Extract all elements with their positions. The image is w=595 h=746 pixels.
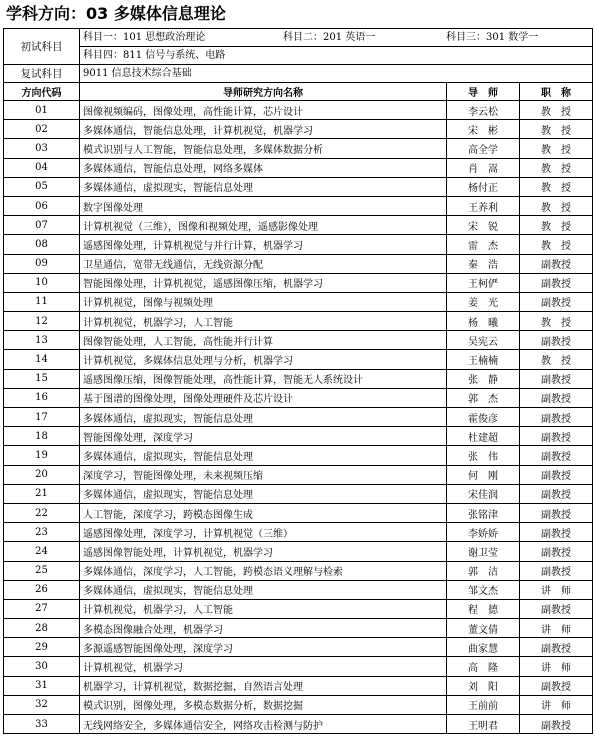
direction-code: 13 xyxy=(4,331,80,350)
research-direction: 遥感图像处理，深度学习，计算机视觉（三维） xyxy=(80,523,447,542)
table-row xyxy=(4,312,593,331)
research-direction: 多媒体通信，虚拟现实，智能信息处理 xyxy=(80,408,447,427)
direction-code: 02 xyxy=(4,120,80,139)
research-direction: 多媒体通信，虚拟现实，智能信息处理 xyxy=(80,484,447,503)
advisor-title: 副教授 xyxy=(520,523,593,542)
table-row xyxy=(4,542,593,561)
table-row xyxy=(4,388,593,407)
header-teacher: 导 师 xyxy=(447,83,520,101)
research-direction: 模式识别，图像处理，多模态数据分析，数据挖掘 xyxy=(80,695,447,714)
advisor-name: 杨 曦 xyxy=(447,312,520,331)
research-direction: 图像智能处理，人工智能，高性能并行计算 xyxy=(80,331,447,350)
research-direction: 多媒体通信，虚拟现实，智能信息处理 xyxy=(80,446,447,465)
research-direction: 计算机视觉，机器学习，人工智能 xyxy=(80,599,447,618)
advisor-name: 吴宪云 xyxy=(447,331,520,350)
advisor-title: 副教授 xyxy=(520,503,593,522)
advisor-title: 教 授 xyxy=(520,216,593,235)
direction-code: 05 xyxy=(4,177,80,196)
advisor-name: 王养利 xyxy=(447,196,520,215)
advisor-title: 副教授 xyxy=(520,484,593,503)
table-row xyxy=(4,196,593,215)
research-direction: 多模态图像融合处理，机器学习 xyxy=(80,619,447,638)
subject-4: 科目四：811 信号与系统、电路 xyxy=(83,50,226,61)
advisor-name: 宋 锐 xyxy=(447,216,520,235)
advisor-name: 曲家慧 xyxy=(447,638,520,657)
direction-code: 27 xyxy=(4,599,80,618)
table-row xyxy=(4,561,593,580)
research-direction: 卫星通信，宽带无线通信，无线资源分配 xyxy=(80,254,447,273)
direction-code: 33 xyxy=(4,715,80,734)
page-title: 学科方向：03 多媒体信息理论 xyxy=(6,4,226,23)
advisor-title: 副教授 xyxy=(520,676,593,695)
subject-1: 科目一：101 思想政治理论 xyxy=(83,32,206,43)
table-row xyxy=(4,638,593,657)
advisor-title: 副教授 xyxy=(520,292,593,311)
table-row xyxy=(4,158,593,177)
direction-code: 29 xyxy=(4,638,80,657)
advisor-name: 肖 嵩 xyxy=(447,158,520,177)
table-row xyxy=(4,427,593,446)
direction-code: 21 xyxy=(4,484,80,503)
advisor-name: 高 隆 xyxy=(447,657,520,676)
direction-code: 19 xyxy=(4,446,80,465)
subject-3: 科目三：301 数学一 xyxy=(446,32,539,43)
direction-code: 30 xyxy=(4,657,80,676)
table-row xyxy=(4,177,593,196)
advisor-name: 李娇娇 xyxy=(447,523,520,542)
direction-code: 32 xyxy=(4,695,80,714)
table-row xyxy=(4,657,593,676)
research-direction: 智能图像处理，计算机视觉，遥感图像压缩，机器学习 xyxy=(80,273,447,292)
preliminary-label: 初试科目 xyxy=(4,29,80,65)
advisor-name: 张 伟 xyxy=(447,446,520,465)
research-direction: 计算机视觉，机器学习，人工智能 xyxy=(80,312,447,331)
advisor-name: 王楠楠 xyxy=(447,350,520,369)
advisor-name: 秦 浩 xyxy=(447,254,520,273)
advisor-title: 教 授 xyxy=(520,139,593,158)
header-direction: 导师研究方向名称 xyxy=(80,83,447,101)
advisor-name: 杨付正 xyxy=(447,177,520,196)
research-direction: 多源遥感智能图像处理，深度学习 xyxy=(80,638,447,657)
table-row xyxy=(4,273,593,292)
advisor-name: 宋佳润 xyxy=(447,484,520,503)
table-header xyxy=(4,83,593,101)
advisor-title: 讲 师 xyxy=(520,619,593,638)
advisor-title: 副教授 xyxy=(520,465,593,484)
direction-code: 20 xyxy=(4,465,80,484)
direction-code: 07 xyxy=(4,216,80,235)
advisor-title: 教 授 xyxy=(520,312,593,331)
advisor-name: 张 静 xyxy=(447,369,520,388)
research-direction: 基于图谱的图像处理，图像处理硬件及芯片设计 xyxy=(80,388,447,407)
table-row xyxy=(4,216,593,235)
table-row xyxy=(4,331,593,350)
table-row xyxy=(4,619,593,638)
retest-row xyxy=(4,65,593,83)
table-row xyxy=(4,101,593,120)
advisor-name: 董文倩 xyxy=(447,619,520,638)
direction-code: 26 xyxy=(4,580,80,599)
advisor-title: 教 授 xyxy=(520,350,593,369)
advisor-title: 副教授 xyxy=(520,561,593,580)
direction-code: 16 xyxy=(4,388,80,407)
research-direction: 数字图像处理 xyxy=(80,196,447,215)
advisor-name: 郭 杰 xyxy=(447,388,520,407)
research-direction: 模式识别与人工智能，智能信息处理，多媒体数据分析 xyxy=(80,139,447,158)
research-direction: 遥感图像压缩，图像智能处理，高性能计算，智能无人系统设计 xyxy=(80,369,447,388)
table-row xyxy=(4,465,593,484)
direction-code: 08 xyxy=(4,235,80,254)
table-row xyxy=(4,446,593,465)
advisor-title: 副教授 xyxy=(520,638,593,657)
direction-code: 28 xyxy=(4,619,80,638)
advisor-title: 讲 师 xyxy=(520,657,593,676)
table-row xyxy=(4,408,593,427)
advisor-title: 教 授 xyxy=(520,120,593,139)
direction-code: 22 xyxy=(4,503,80,522)
table-row xyxy=(4,523,593,542)
advisor-name: 张铭津 xyxy=(447,503,520,522)
research-direction: 计算机视觉（三维），图像和视频处理，遥感影像处理 xyxy=(80,216,447,235)
direction-rows xyxy=(4,101,593,734)
direction-code: 12 xyxy=(4,312,80,331)
advisor-title: 教 授 xyxy=(520,101,593,120)
direction-code: 09 xyxy=(4,254,80,273)
table-row xyxy=(4,120,593,139)
direction-code: 04 xyxy=(4,158,80,177)
table-row xyxy=(4,580,593,599)
table-row xyxy=(4,599,593,618)
advisor-name: 高全学 xyxy=(447,139,520,158)
header-code: 方向代码 xyxy=(4,83,80,101)
preliminary-row xyxy=(4,29,593,47)
advisor-name: 姜 光 xyxy=(447,292,520,311)
direction-code: 25 xyxy=(4,561,80,580)
research-direction: 计算机视觉，多媒体信息处理与分析，机器学习 xyxy=(80,350,447,369)
direction-code: 06 xyxy=(4,196,80,215)
advisor-name: 李云松 xyxy=(447,101,520,120)
advisor-name: 王前前 xyxy=(447,695,520,714)
direction-code: 11 xyxy=(4,292,80,311)
advisor-name: 郭 洁 xyxy=(447,561,520,580)
advisor-title: 副教授 xyxy=(520,599,593,618)
retest-label: 复试科目 xyxy=(4,65,80,83)
advisor-title: 副教授 xyxy=(520,408,593,427)
research-direction: 多媒体通信，虚拟现实，智能信息处理 xyxy=(80,177,447,196)
advisor-name: 刘 阳 xyxy=(447,676,520,695)
direction-code: 01 xyxy=(4,101,80,120)
advisor-title: 副教授 xyxy=(520,427,593,446)
advisor-name: 雷 杰 xyxy=(447,235,520,254)
advisor-title: 副教授 xyxy=(520,542,593,561)
advisor-name: 何 刚 xyxy=(447,465,520,484)
advisor-title: 教 授 xyxy=(520,196,593,215)
advisor-title: 副教授 xyxy=(520,273,593,292)
table-row xyxy=(4,676,593,695)
advisor-title: 教 授 xyxy=(520,177,593,196)
direction-code: 23 xyxy=(4,523,80,542)
advisor-title: 教 授 xyxy=(520,158,593,177)
research-direction: 无线网络安全，多媒体通信安全，网络攻击检测与防护 xyxy=(80,715,447,734)
table-row xyxy=(4,139,593,158)
advisor-title: 副教授 xyxy=(520,331,593,350)
header-title: 职 称 xyxy=(520,83,593,101)
advisor-title: 讲 师 xyxy=(520,580,593,599)
research-direction: 遥感图像处理，计算机视觉与并行计算，机器学习 xyxy=(80,235,447,254)
advisor-title: 教 授 xyxy=(520,235,593,254)
research-direction: 多媒体通信，深度学习，人工智能，跨模态语义理解与检索 xyxy=(80,561,447,580)
direction-code: 17 xyxy=(4,408,80,427)
research-direction: 计算机视觉，机器学习 xyxy=(80,657,447,676)
direction-code: 18 xyxy=(4,427,80,446)
direction-code: 03 xyxy=(4,139,80,158)
direction-code: 31 xyxy=(4,676,80,695)
table-row xyxy=(4,292,593,311)
advisor-name: 程 德 xyxy=(447,599,520,618)
direction-code: 24 xyxy=(4,542,80,561)
table-row xyxy=(4,715,593,734)
research-direction: 图像视频编码，图像处理，高性能计算，芯片设计 xyxy=(80,101,447,120)
advisor-name: 王明君 xyxy=(447,715,520,734)
subject-2: 科目二：201 英语一 xyxy=(283,32,376,43)
direction-code: 10 xyxy=(4,273,80,292)
research-direction: 计算机视觉，图像与视频处理 xyxy=(80,292,447,311)
research-direction: 多媒体通信，智能信息处理，网络多媒体 xyxy=(80,158,447,177)
direction-code: 15 xyxy=(4,369,80,388)
table-row xyxy=(4,369,593,388)
table-row xyxy=(4,350,593,369)
table-row xyxy=(4,484,593,503)
advisor-name: 王柯俨 xyxy=(447,273,520,292)
table-row xyxy=(4,254,593,273)
advisor-name: 霍俊彦 xyxy=(447,408,520,427)
research-direction: 深度学习，智能图像处理，未来视频压缩 xyxy=(80,465,447,484)
research-direction: 人工智能，深度学习，跨模态图像生成 xyxy=(80,503,447,522)
research-direction: 遥感图像智能处理，计算机视觉，机器学习 xyxy=(80,542,447,561)
advisor-title: 副教授 xyxy=(520,369,593,388)
table-row xyxy=(4,695,593,714)
advisor-name: 邹文杰 xyxy=(447,580,520,599)
advisor-title: 副教授 xyxy=(520,254,593,273)
research-direction: 机器学习，计算机视觉，数据挖掘，自然语言处理 xyxy=(80,676,447,695)
advisor-name: 谢卫莹 xyxy=(447,542,520,561)
research-direction: 多媒体通信，虚拟现实，智能信息处理 xyxy=(80,580,447,599)
advisor-title: 副教授 xyxy=(520,446,593,465)
advisor-title: 副教授 xyxy=(520,715,593,734)
advisor-title: 副教授 xyxy=(520,388,593,407)
advisor-title: 讲 师 xyxy=(520,695,593,714)
advisor-name: 杜建超 xyxy=(447,427,520,446)
program-table xyxy=(3,28,593,734)
table-row xyxy=(4,503,593,522)
advisor-name: 宋 彬 xyxy=(447,120,520,139)
research-direction: 智能图像处理，深度学习 xyxy=(80,427,447,446)
research-direction: 多媒体通信，智能信息处理，计算机视觉，机器学习 xyxy=(80,120,447,139)
direction-code: 14 xyxy=(4,350,80,369)
table-row xyxy=(4,235,593,254)
retest-value: 9011 信息技术综合基础 xyxy=(80,65,593,83)
